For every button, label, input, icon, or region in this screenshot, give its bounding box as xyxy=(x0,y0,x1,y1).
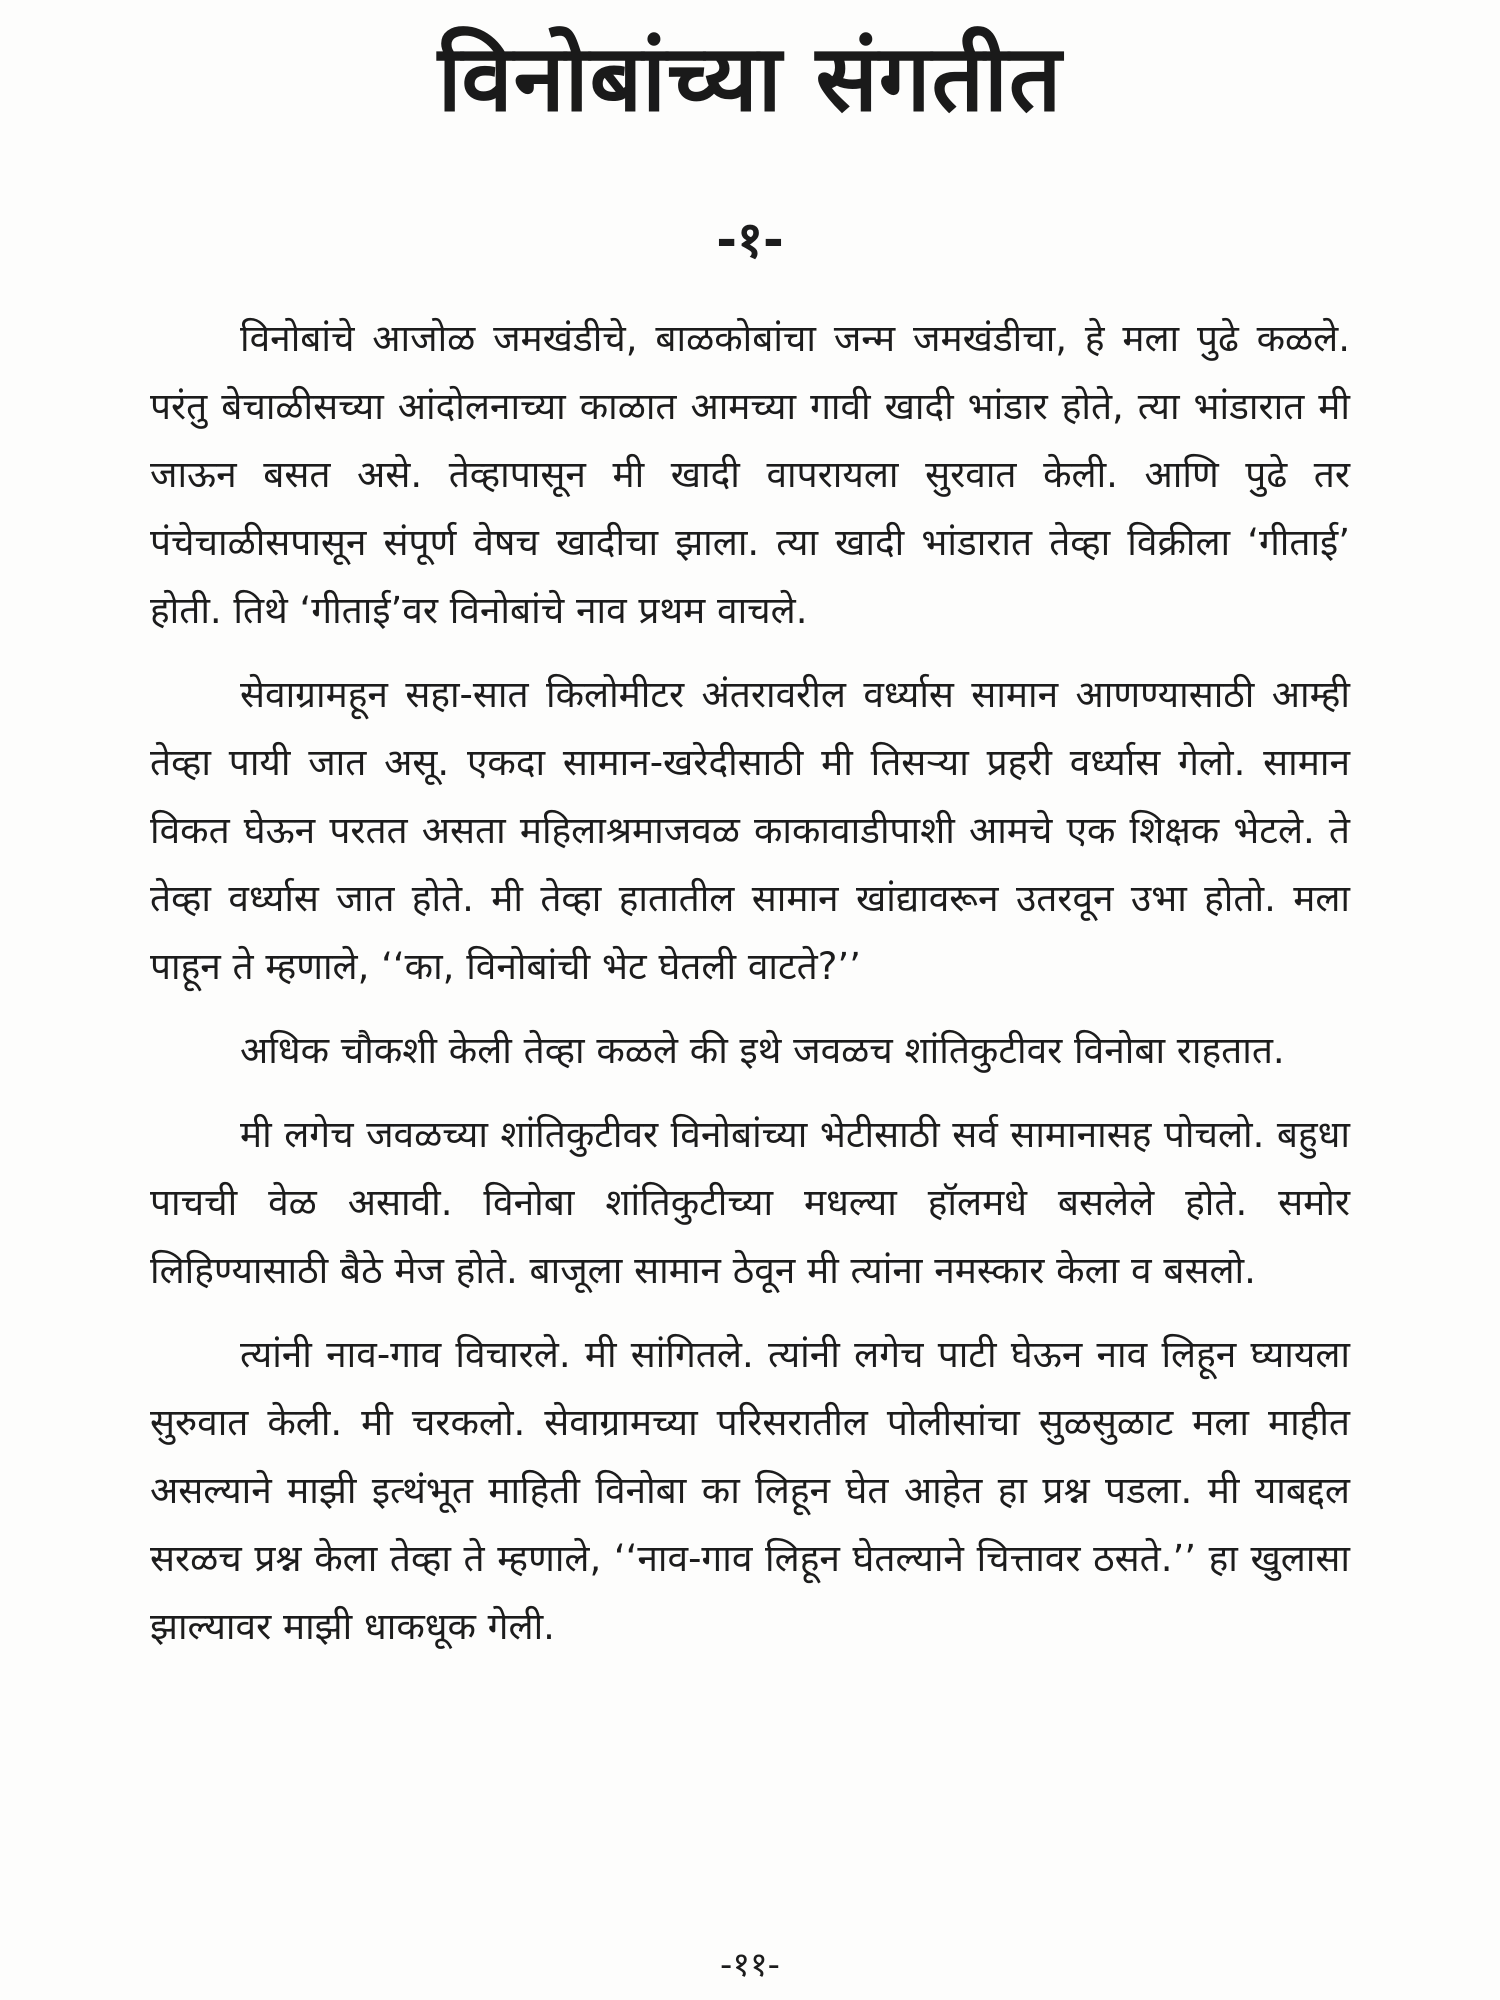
page-number: -११- xyxy=(720,1945,780,1985)
page-title: विनोबांच्या संगतीत xyxy=(437,25,1063,132)
body-text xyxy=(150,305,1350,1677)
paragraph-2: सेवाग्रामहून सहा-सात किलोमीटर अंतरावरील वर्ध्यास सामान आणण्यासाठी आम्ही तेव्हा पायी जात असू. एकदा सामान-खरेदीसाठी मी तिसऱ्या प्रहरी वर्ध्यास गेलो. सामान विकत घेऊन परतत असता महिलाश्रमाजवळ काकावाडीपाशी आमचे एक शिक्षक भेटले. ते तेव्हा वर्ध्यास जात होते. मी तेव्हा हातातील सामान खांद्यावरून उतरवून उभा होतो. मला पाहून ते म्हणाले, ‘‘का, विनोबांची भेट घेतली वाटते?’’ xyxy=(150,673,1350,988)
paragraph-3: अधिक चौकशी केली तेव्हा कळले की इथे जवळच शांतिकुटीवर विनोबा राहतात. xyxy=(240,1029,1285,1072)
paragraph-1: विनोबांचे आजोळ जमखंडीचे, बाळकोबांचा जन्म जमखंडीचा, हे मला पुढे कळले. परंतु बेचाळीसच्या आंदोलनाच्या काळात आमच्या गावी खादी भांडार होते, त्या भांडारात मी जाऊन बसत असे. तेव्हापासून मी खादी वापरायला सुरवात केली. आणि पुढे तर पंचेचाळीसपासून संपूर्ण वेषच खादीचा झाला. त्या खादी भांडारात तेव्हा विक्रीला ‘गीताई’ होती. तिथे ‘गीताई’वर विनोबांचे नाव प्रथम वाचले. xyxy=(150,317,1350,632)
paragraph-5: त्यांनी नाव-गाव विचारले. मी सांगितले. त्यांनी लगेच पाटी घेऊन नाव लिहून घ्यायला सुरुवात केली. मी चरकलो. सेवाग्रामच्या परिसरातील पोलीसांचा सुळसुळाट मला माहीत असल्याने माझी इत्थंभूत माहिती विनोबा का लिहून घेत आहेत हा प्रश्न पडला. मी याबद्दल सरळच प्रश्न केला तेव्हा ते म्हणाले, ‘‘नाव-गाव लिहून घेतल्याने चित्तावर ठसते.’’ हा खुलासा झाल्यावर माझी धाकधूक गेली. xyxy=(150,1333,1350,1648)
paragraph-4: मी लगेच जवळच्या शांतिकुटीवर विनोबांच्या भेटीसाठी सर्व सामानासह पोचलो. बहुधा पाचची वेळ असावी. विनोबा शांतिकुटीच्या मधल्या हॉलमधे बसलेले होते. समोर लिहिण्यासाठी बैठे मेज होते. बाजूला सामान ठेवून मी त्यांना नमस्कार केला व बसलो. xyxy=(150,1113,1350,1292)
chapter-number: -१- xyxy=(716,211,784,269)
